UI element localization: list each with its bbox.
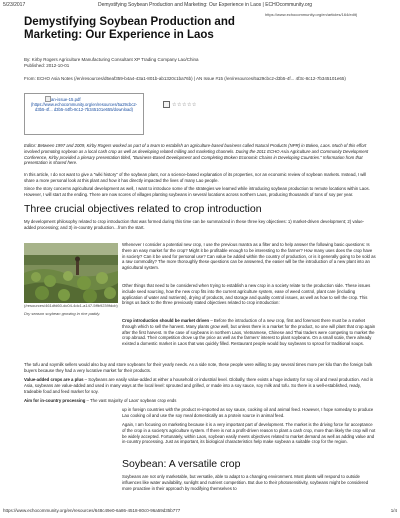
published-date: Published: 2012-10-01 (24, 63, 70, 69)
print-date: 5/23/2017 (3, 2, 26, 8)
intro-paragraph-1: In this article, I do not want to give a "wiki history" of the soybean plant, nor a science-based explanation of its properties, nor an economic review of soybean markets. Instead, I will share a more personal look at this plant and how it has directly impacted the lives of many Lao people. (24, 172, 367, 183)
print-page-title: Demystifying Soybean Production and Marketing: Our Experience in Laos | ECHOcommunity.org (98, 2, 313, 8)
soybean-photo (24, 243, 118, 303)
intro-paragraph-2: Since the story concerns agricultural development as well, I want to introduce some of the strategies we learned while introducing soybean production to remote locations within Laos. However, I will start at the ending. There are now scores of villages planting soybeans in several locations across northern Laos, producing thousands of tons of soy per year. (24, 186, 370, 197)
page-number: 1/4 (390, 508, 397, 513)
photo-caption: Dry season soybean growing in rice paddy. (24, 311, 101, 316)
value-added-label: Value-added crops are a plus (24, 377, 84, 382)
market-driven-label: Crop introduction should be market driven (122, 318, 210, 323)
byline: By: Kirby Rogers Agriculture Manufacturing Consultant XP Trading Company Lao/China (24, 57, 199, 62)
article-meta (24, 57, 346, 82)
photo-resource-link[interactable]: (/resources/461dfd60-dc04-4dc1-a147-5ffb9239fdcb) (24, 303, 118, 308)
article-title: Demystifying Soybean Production and Marketing: Our Experience in Laos (24, 16, 235, 41)
pdf-attachment-link[interactable]: an-issue-15.pdf (51, 97, 81, 102)
market-driven-text: – Before the introduction of a new crop, first and foremost there must be a market through which to sell the harvest. Many plants grow well, but unless there is a market for the product, no one will plant that crop again after the first harvest. In the case of soybeans in northern Laos, Vietnamese, Chinese and Thai traders were competing to market the crop abroad. Their competition drove up the price as well as the farmers' interest to plant soybeans. On a small scale, there already existed a domestic market in Laos that was quickly filled. Restaurant people would buy soybeans to sprout for traditional soups. (122, 318, 376, 347)
print-header (3, 2, 397, 10)
edit-link[interactable]: https://www.echocommunity.org/en/articles/164/edit) (265, 12, 358, 17)
pdf-attachment[interactable] (24, 93, 144, 135)
column-paragraph-2: Other things that need to be considered when trying to establish a new crop in a society relate to the production side. These issues include seed sourcing, how the new crop fits into the current agriculture system, ease of weed control, plant care (including application of water and nutrients), drying of products, and storage and quality control issues, as well as how to sell the crop. This brings us back to the three previously stated objectives related to crop introduction: (122, 283, 371, 306)
heading-soybean-versatile: Soybean: A versatile crop (122, 458, 241, 470)
footer-url: https://www.echocommunity.org/en/resources/648c49e0-6a86-4518-80c0-96a59d35b777 (3, 508, 181, 513)
column-paragraph-5: Soybeans are not only marketable, but versatile, able to adapt to a changing environment. Most plants will respond to outside influences like water availability, sunlight and nutrient competition. But due to their photosensitivity, soybeans might be considered more proactive in their approach by modifying themselves to (122, 474, 369, 491)
editor-note: Editor: Between 1997 and 2009, Kirby Rogers worked as part of a team to establish an agriculture-based business called Natural Products (NPR) in Bokeo, Laos. Much of this effort involved promoting soybean as a local cash crop as well as developing related milling and marketing channels. During the 2011 ECHO Asia Agriculture and Community Development Conference, Kirby provided a plenary presentation titled, "Business-Based Development and Completing Broken Economic Chains in Developing Countries." Information from that presentation is shared here. (24, 143, 369, 166)
favorite-icon[interactable] (163, 101, 170, 108)
pdf-download-url[interactable]: (https://www.echocommunity.org/en/resources/5a29cbc2-d3b5-4f... d3b5-44fb-8c12-7b345101e655/download) (30, 102, 138, 113)
column-paragraph-1: Whenever I consider a potential new crop, I use the previous mantra as a filter and to help answer the following basic questions: Is there an easy market for the crop? Might it be profitable enough to be interesting to the farmer? How many uses does the crop have in society? Can it be used for personal use? Can value be added within the country of production, or is it generally going to be sold as a raw commodity? The more thoroughly these questions can be answered, the easier will be the introduction of a new plant into an agricultural system. (122, 242, 376, 271)
column-paragraph-3: up in foreign countries with the product re-imported as soy sauce, cooking oil and animal feed. However, I hope someday to produce Lao cooking oil and use the soy meal domestically as a protein source in animal feed. (122, 407, 374, 418)
column-paragraph-4: Again, I am focusing on marketing because it is a very important part of development. The market is the driving force for acceptance of the crop in a society's agriculture system. If there is not a profit-driven reason to plant a cash crop, more than likely the crop will not be widely accepted. Fortunately, within Laos, soybean easily meets objectives related to market demand as well as adding value and in-country processing. Just as important, its biological characteristics help make soybean a suitable crop for the region. (122, 422, 376, 445)
heading-objectives: Three crucial objectives related to crop introduction (24, 203, 262, 215)
in-country-paragraph (24, 398, 376, 404)
in-country-text: – The vast majority of Laos' soybean crop ends (85, 398, 177, 403)
value-added-paragraph (24, 377, 376, 394)
value-added-text: – Soybeans are easily value-added at either a household or industrial level. Globally, there exists a huge industry for soy oil and meal production. And in Asia, soybeans are value-added and used in many ways at the local level: sprouted and grilled, or made into a soy sauce, soy milk and tofu. So there is a well-established, ready, tradeable food and feed market for soy. (24, 377, 374, 394)
in-country-label: Aim for in-country processing (24, 398, 86, 403)
rating-stars[interactable]: ☆☆☆☆☆ (172, 102, 197, 108)
full-paragraph-1: The tofu and soymilk sellers would also buy and store soybeans for their yearly needs. As a side note, these people were willing to pay several times more per kilo than the foreign bulk buyers because they had a very lucrative market for their products. (24, 362, 373, 373)
objectives-intro: My development philosophy related to crop introduction that was formed during this time can be summarized in these three key objectives: 1) market-driven development; 2) value-added processing; and 3) in-country production…from the start. (24, 219, 365, 230)
market-driven-paragraph (122, 318, 376, 347)
source-from[interactable]: From: ECHO Asia Notes (/en/resources/d5eaf359-b4a4-43a1-801b-ab1320c1ba76b) | AN Issue #15 (/en/resources/5a29cbc2-d3b5-4f... 4f3c-8c12-7b345101e65) (24, 75, 346, 81)
